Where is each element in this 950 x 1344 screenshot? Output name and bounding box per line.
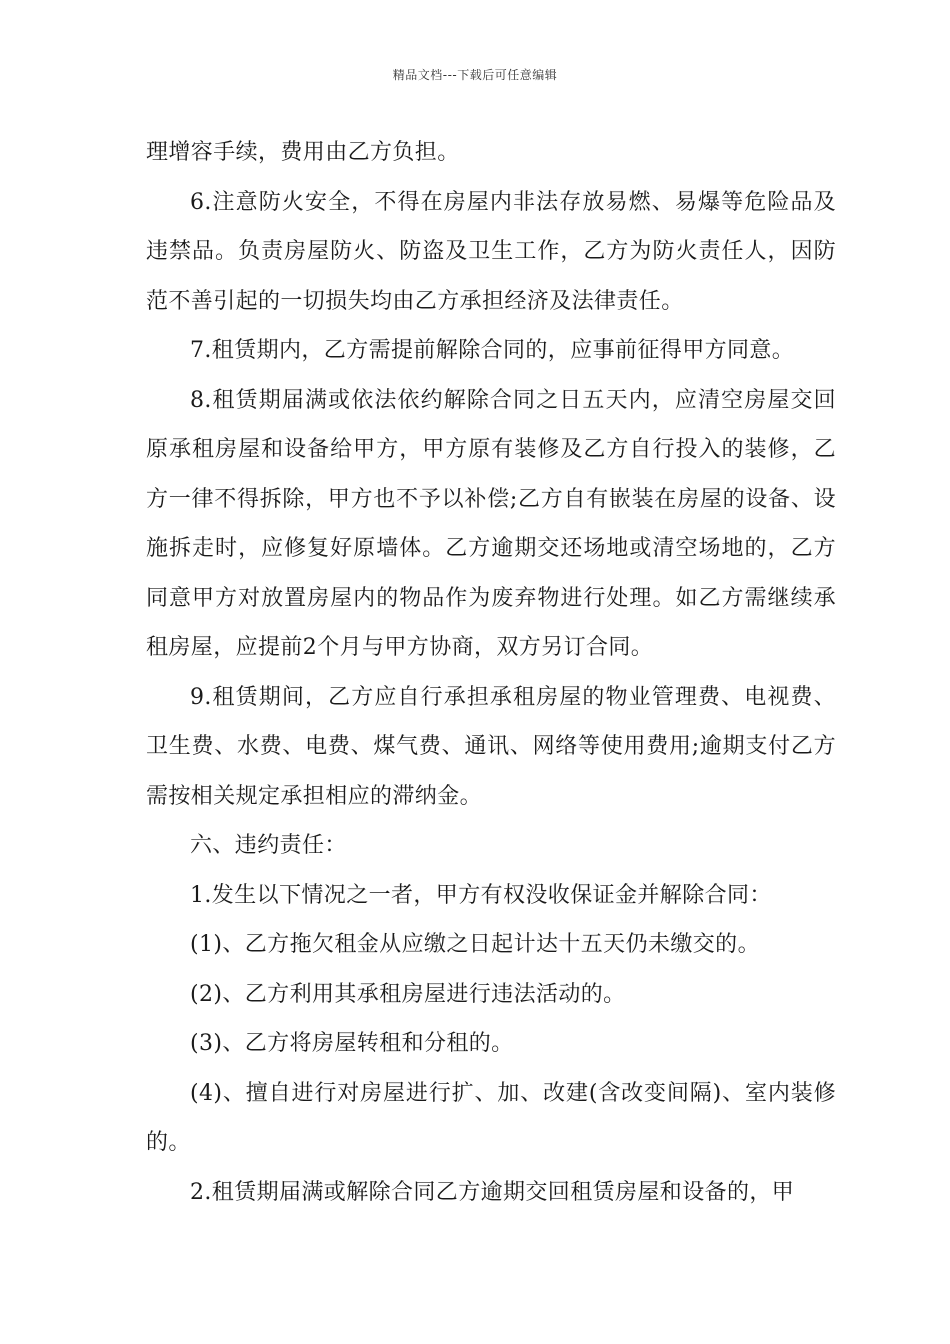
document-body: [146, 128, 836, 1217]
paragraph-item-9: 9.租赁期间，乙方应自行承担承租房屋的物业管理费、电视费、卫生费、水费、电费、煤气费、通讯、网络等使用费用;逾期支付乙方需按相关规定承担相应的滞纳金。: [146, 684, 836, 809]
paragraph-continuation: 理增容手续，费用由乙方负担。: [146, 140, 460, 165]
paragraph-breach-1-sub-4: (4)、擅自进行对房屋进行扩、加、改建(含改变间隔)、室内装修的。: [146, 1080, 836, 1155]
paragraph-breach-1-sub-2: (2)、乙方利用其承租房屋进行违法活动的。: [190, 981, 626, 1007]
paragraph-breach-2: 2.租赁期届满或解除合同乙方逾期交回租赁房屋和设备的，甲: [190, 1179, 795, 1205]
paragraph-item-8: 8.租赁期届满或依法依约解除合同之日五天内，应清空房屋交回原承租房屋和设备给甲方，甲方原有装修及乙方自行投入的装修，乙方一律不得拆除，甲方也不予以补偿;乙方自有嵌装在房屋的设备、设施拆走时，应修复好原墙体。乙方逾期交还场地或清空场地的，乙方同意甲方对放置房屋内的物品作为废弃物进行处理。如乙方需继续承租房屋，应提前2个月与甲方协商，双方另订合同。: [146, 387, 836, 660]
page-header: 精品文档---下载后可任意编辑: [392, 68, 558, 82]
paragraph-breach-1-sub-1: (1)、乙方拖欠租金从应缴之日起计达十五天仍未缴交的。: [190, 932, 760, 957]
paragraph-breach-1-sub-3: (3)、乙方将房屋转租和分租的。: [190, 1031, 514, 1056]
section-heading-breach-liability: 六、违约责任：: [190, 833, 347, 858]
paragraph-item-7: 7.租赁期内，乙方需提前解除合同的，应事前征得甲方同意。: [190, 338, 795, 363]
paragraph-breach-1: 1.发生以下情况之一者，甲方有权没收保证金并解除合同：: [190, 882, 772, 908]
paragraph-item-6: 6.注意防火安全，不得在房屋内非法存放易燃、易爆等危险品及违禁品。负责房屋防火、防盗及卫生工作，乙方为防火责任人，因防范不善引起的一切损失均由乙方承担经济及法律责任。: [146, 189, 836, 314]
